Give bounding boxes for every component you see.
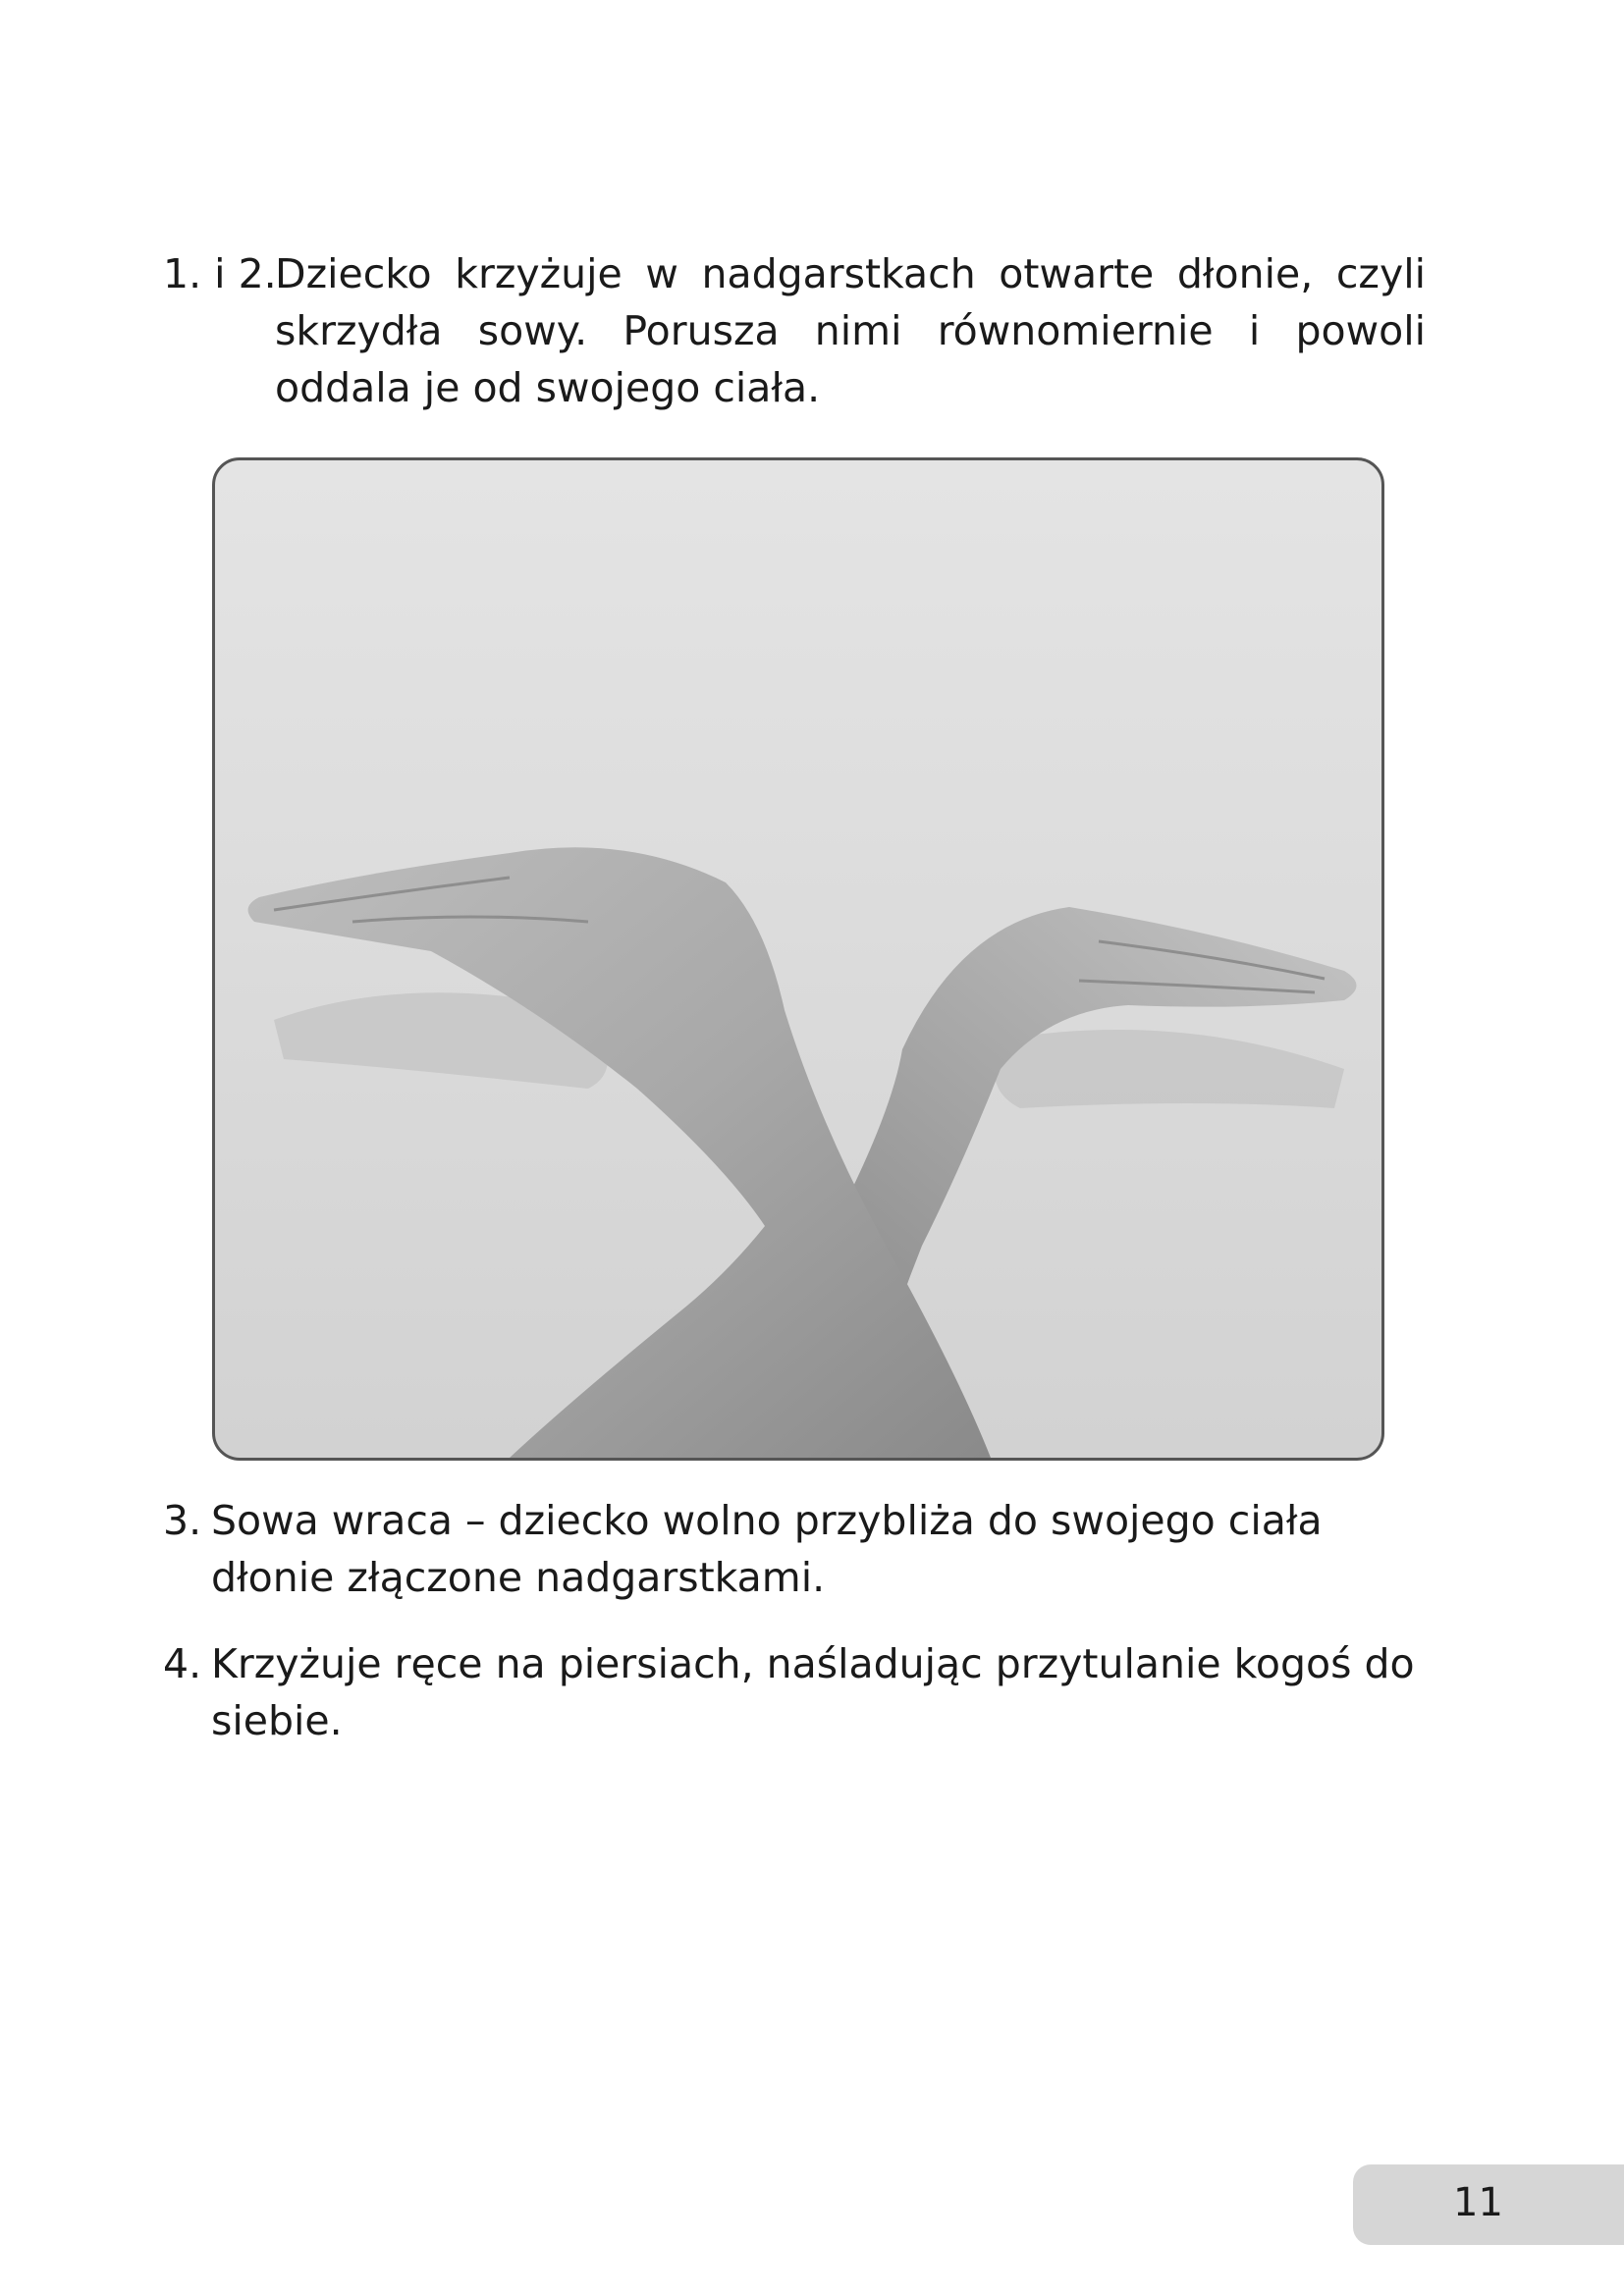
list-item-text: Dziecko krzyżuje w nadgarstkach otwarte dłonie, czyli skrzydła sowy. Porusza nimi równomiernie i powoli oddala je od swojego ciała. <box>275 250 1426 411</box>
list-item-1-2 <box>163 245 1426 416</box>
list-item-text: Krzyżuje ręce na piersiach, naśladując przytulanie kogoś do siebie. <box>211 1640 1415 1744</box>
page-number: 11 <box>1453 2180 1503 2225</box>
crossed-hands-icon <box>215 460 1381 1458</box>
crossed-hands-photo <box>212 457 1384 1461</box>
list-item-number: 1. i 2. <box>163 250 277 297</box>
list-item-number: 4. <box>163 1640 202 1687</box>
list-item-text: Sowa wraca – dziecko wolno przybliża do swojego ciała dłonie złączone nadgarstkami. <box>211 1497 1323 1601</box>
list-item-4 <box>163 1635 1426 1749</box>
list-item-3 <box>163 1492 1426 1606</box>
list-item-number: 3. <box>163 1497 202 1544</box>
